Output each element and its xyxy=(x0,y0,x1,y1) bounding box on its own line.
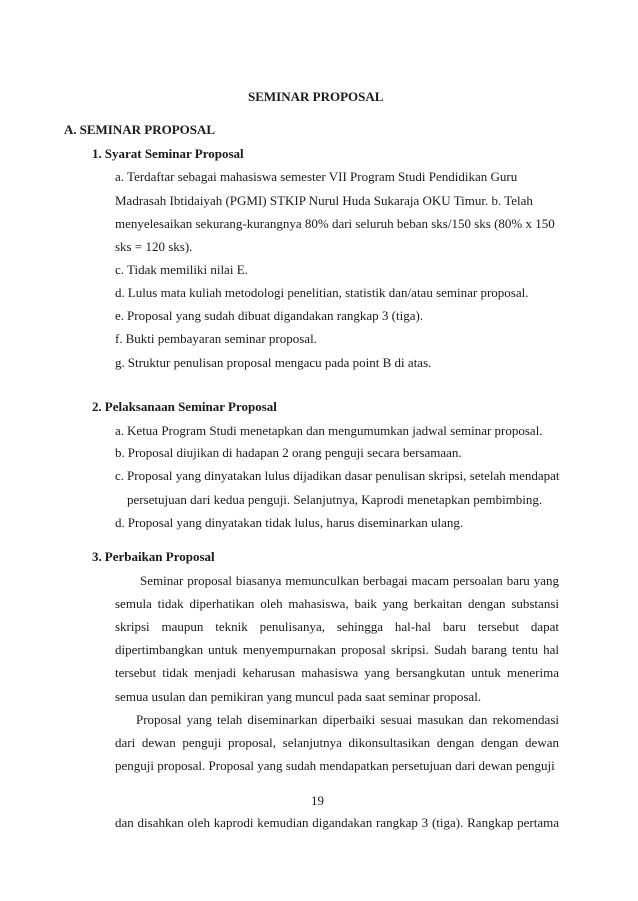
sub3-heading xyxy=(92,549,215,565)
para1-line2: semula tidak diperhatikan oleh mahasiswa, baik yang berkaitan dengan substansi xyxy=(115,596,559,611)
sub2-item-a-marker: a. xyxy=(115,423,125,438)
sub1-item-c-marker: c. xyxy=(115,262,125,277)
sub1-item-f xyxy=(115,331,317,347)
section-a-heading xyxy=(64,122,215,138)
sub1-item-e xyxy=(115,308,423,324)
sub2-item-d xyxy=(115,515,463,531)
sub1-heading xyxy=(92,146,244,162)
para2-line1: Proposal yang telah diseminarkan diperbaiki sesuai masukan dan rekomendasi xyxy=(136,712,559,727)
sub1-item-e-text: Proposal yang sudah dibuat digandakan rangkap 3 (tiga). xyxy=(127,308,424,323)
sub1-marker: 1. xyxy=(92,146,102,161)
para1-line6: semua usulan dan pemikiran yang muncul pada saat seminar proposal. xyxy=(115,689,482,704)
sub2-item-c-marker: c. xyxy=(115,468,125,483)
sub2-item-a xyxy=(115,423,543,439)
sub1-item-a-marker: a. xyxy=(115,169,125,184)
sub2-item-c-text: Proposal yang dinyatakan lulus dijadikan dasar penulisan skripsi, setelah mendapat xyxy=(127,468,560,483)
sub2-item-d-marker: d. xyxy=(115,515,125,530)
sub1-item-e-marker: e. xyxy=(115,308,125,323)
sub1-item-b-start: Telah xyxy=(504,193,533,208)
sub1-item-g-marker: g. xyxy=(115,355,125,370)
sub1-item-c xyxy=(115,262,248,278)
sub1-item-d-text: Lulus mata kuliah metodologi penelitian, statistik dan/atau seminar proposal. xyxy=(127,285,529,300)
sub1-text: Syarat Seminar Proposal xyxy=(104,146,244,161)
sub2-item-c xyxy=(115,468,560,484)
sub1-item-d-marker: d. xyxy=(115,285,125,300)
sub1-item-g-text: Struktur penulisan proposal mengacu pada point B di atas. xyxy=(127,355,432,370)
sub1-item-g xyxy=(115,355,431,371)
sub1-item-a-line2 xyxy=(115,193,533,209)
sub2-item-c-cont: persetujuan dari kedua penguji. Selanjutnya, Kaprodi menetapkan pembimbing. xyxy=(127,492,543,507)
continuation-line: dan disahkan oleh kaprodi kemudian digandakan rangkap 3 (tiga). Rangkap pertama xyxy=(115,815,559,830)
section-a-marker: A. xyxy=(64,122,77,137)
sub2-heading xyxy=(92,399,277,415)
sub1-item-a-text: Terdaftar sebagai mahasiswa semester VII Program Studi Pendidikan Guru xyxy=(127,169,518,184)
sub1-item-f-text: Bukti pembayaran seminar proposal. xyxy=(125,331,317,346)
sub3-marker: 3. xyxy=(92,549,102,564)
sub3-text: Perbaikan Proposal xyxy=(104,549,215,564)
para1-line3: skripsi maupun teknik penulisanya, sehingga hal-hal baru tersebut dapat xyxy=(115,619,559,634)
sub1-item-a-text2: Madrasah Ibtidaiyah (PGMI) STKIP Nurul Huda Sukaraja OKU Timur. xyxy=(115,193,489,208)
page-title: SEMINAR PROPOSAL xyxy=(248,89,384,104)
sub1-item-d xyxy=(115,285,529,301)
para2-line3: penguji proposal. Proposal yang sudah mendapatkan persetujuan dari dewan penguji xyxy=(115,758,555,773)
sub1-item-b-line2: menyelesaikan sekurang-kurangnya 80% dari seluruh beban sks/150 sks (80% x 150 xyxy=(115,216,555,231)
sub1-item-a-line1 xyxy=(115,169,517,185)
sub2-item-d-text: Proposal yang dinyatakan tidak lulus, harus diseminarkan ulang. xyxy=(127,515,464,530)
sub1-item-f-marker: f. xyxy=(115,331,123,346)
para1-line1: Seminar proposal biasanya memunculkan berbagai macam persoalan baru yang xyxy=(140,573,559,588)
sub1-item-b-line3: sks = 120 sks). xyxy=(115,239,193,254)
sub1-item-c-text: Tidak memiliki nilai E. xyxy=(127,262,248,277)
sub2-item-b-marker: b. xyxy=(115,445,125,460)
page-number: 19 xyxy=(311,793,324,808)
sub2-item-b-text: Proposal diujikan di hadapan 2 orang penguji secara bersamaan. xyxy=(127,445,462,460)
sub2-item-b xyxy=(115,445,462,461)
sub1-item-b-marker: b. xyxy=(491,193,502,208)
para2-line2: dari dewan penguji proposal, selanjutnya dikonsultasikan dengan dengan dewan xyxy=(115,735,559,750)
sub2-item-a-text: Ketua Program Studi menetapkan dan mengumumkan jadwal seminar proposal. xyxy=(127,423,543,438)
section-a-text: SEMINAR PROPOSAL xyxy=(79,122,216,137)
sub2-text: Pelaksanaan Seminar Proposal xyxy=(104,399,277,414)
para1-line4: dipertimbangkan untuk menyempurnakan proposal skripsi. Sudah barang tentu hal xyxy=(115,642,559,657)
sub2-marker: 2. xyxy=(92,399,102,414)
para1-line5: tersebut tidak menjadi keharusan mahasiswa yang bersangkutan untuk menerima xyxy=(115,665,559,680)
